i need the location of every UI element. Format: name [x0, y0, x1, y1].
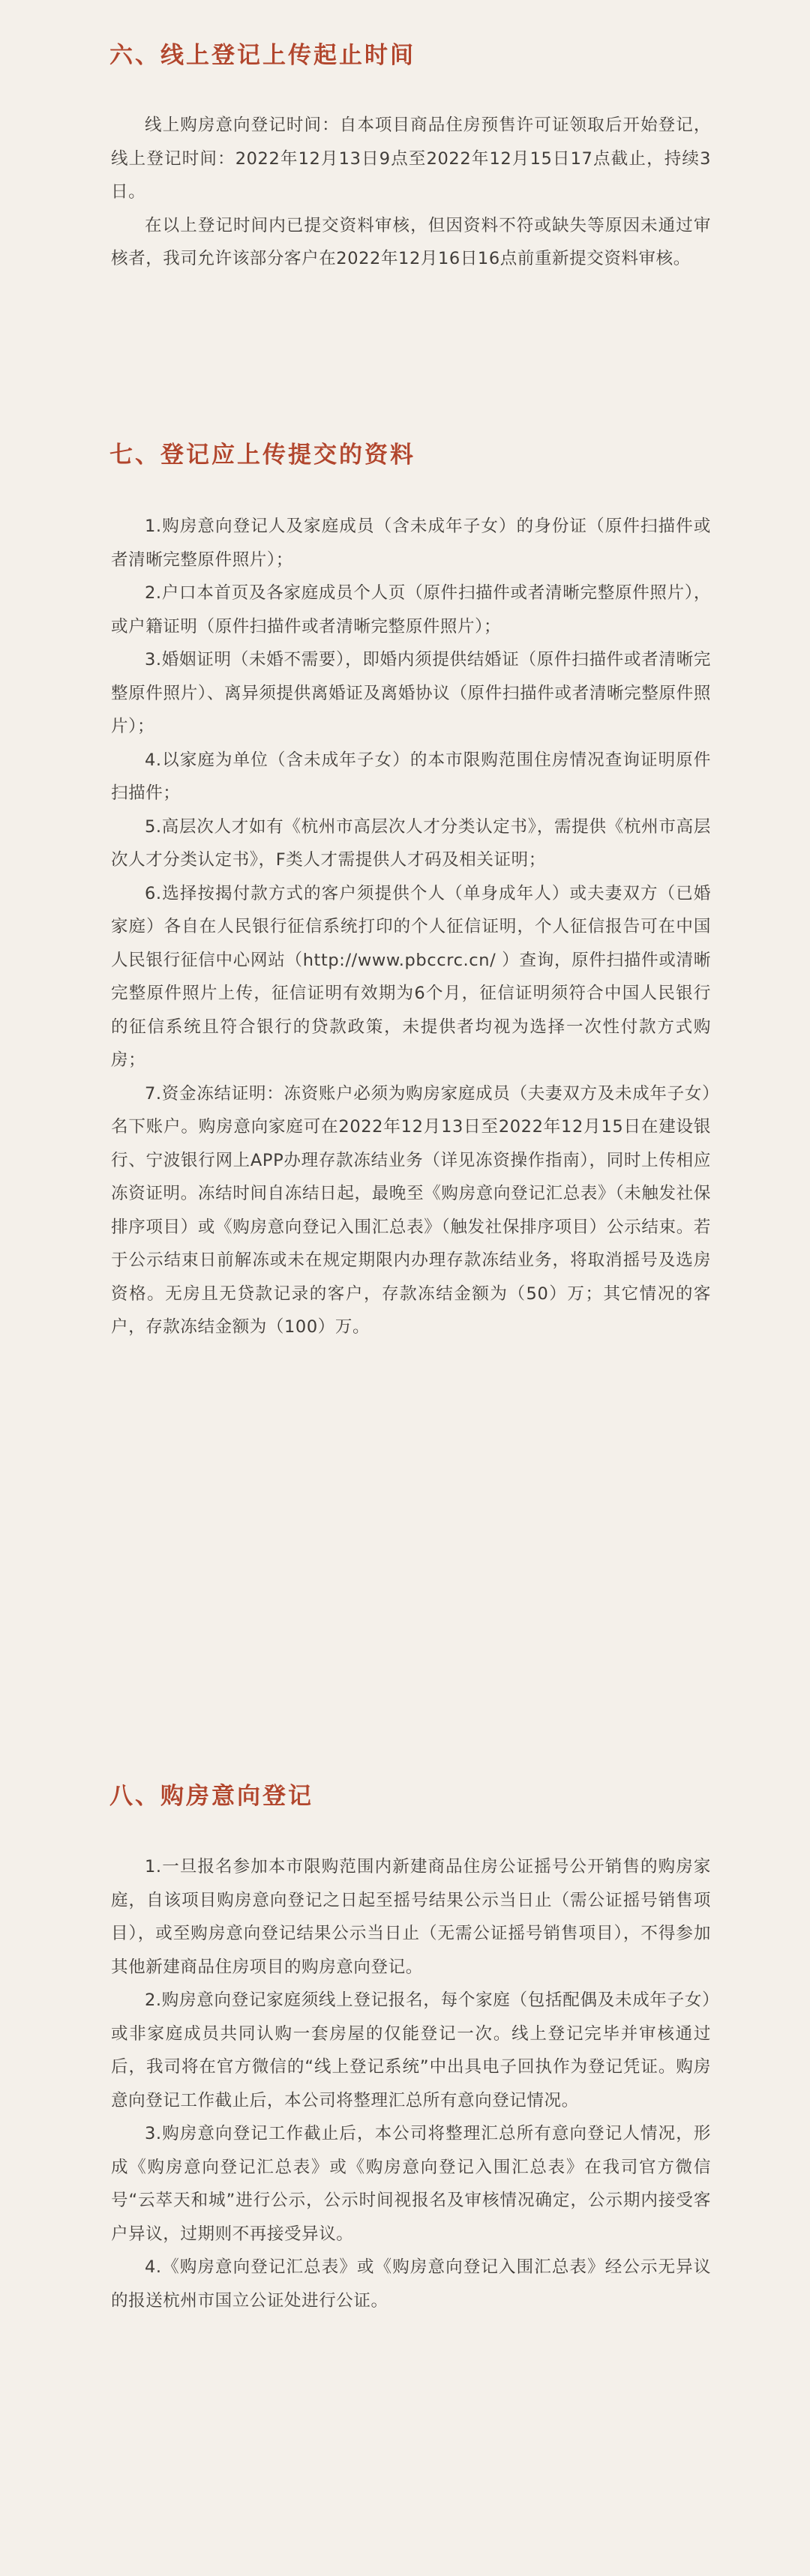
paragraph: 2.购房意向登记家庭须线上登记报名，每个家庭（包括配偶及未成年子女）或非家庭成员共同认购一套房屋的仅能登记一次。线上登记完毕并审核通过后，我司将在官方微信的“线上登记系统”中出具电子回执作为登记凭证。购房意向登记工作截止后，本公司将整理汇总所有意向登记情况。 — [111, 1990, 711, 2110]
paragraph: 1.购房意向登记人及家庭成员（含未成年子女）的身份证（原件扫描件或者清晰完整原件照片）； — [111, 517, 711, 570]
section-heading: 七、登记应上传提交的资料 — [110, 442, 416, 469]
paragraph: 2.户口本首页及各家庭成员个人页（原件扫描件或者清晰完整原件照片），或户籍证明（原件扫描件或者清晰完整原件照片）； — [111, 583, 711, 637]
section-body — [111, 109, 711, 276]
paragraph: 6.选择按揭付款方式的客户须提供个人（单身成年人）或夫妻双方（已婚家庭）各自在人民银行征信系统打印的个人征信证明，个人征信报告可在中国人民银行征信中心网站（http://www.pbccrc.cn/ ）查询，原件扫描件或清晰完整原件照片上传，征信证明有效期为6个月，征信证明须符合中国人民银行的征信系统且符合银行的贷款政策，未提供者均视为选择一次性付款方式购房； — [111, 883, 711, 1070]
paragraph: 4.《购房意向登记汇总表》或《购房意向登记入围汇总表》经公示无异议的报送杭州市国立公证处进行公证。 — [111, 2257, 711, 2311]
paragraph: 3.购房意向登记工作截止后，本公司将整理汇总所有意向登记人情况，形成《购房意向登记汇总表》或《购房意向登记入围汇总表》在我司官方微信号“云萃天和城”进行公示，公示时间视报名及审核情况确定，公示期内接受客户异议，过期则不再接受异议。 — [111, 2124, 711, 2244]
paragraph: 在以上登记时间内已提交资料审核，但因资料不符或缺失等原因未通过审核者，我司允许该部分客户在2022年12月16日16点前重新提交资料审核。 — [111, 215, 711, 268]
paragraph: 1.一旦报名参加本市限购范围内新建商品住房公证摇号公开销售的购房家庭，自该项目购房意向登记之日起至摇号结果公示当日止（需公证摇号销售项目），或至购房意向登记结果公示当日止（无需公证摇号销售项目），不得参加其他新建商品住房项目的购房意向登记。 — [111, 1857, 711, 1977]
section-body — [111, 1850, 711, 2317]
paragraph: 3.婚姻证明（未婚不需要），即婚内须提供结婚证（原件扫描件或者清晰完整原件照片）、离异须提供离婚证及离婚协议（原件扫描件或者清晰完整原件照片）； — [111, 650, 711, 736]
paragraph: 5.高层次人才如有《杭州市高层次人才分类认定书》，需提供《杭州市高层次人才分类认定书》，F类人才需提供人才码及相关证明； — [111, 816, 711, 870]
section-heading: 六、线上登记上传起止时间 — [110, 42, 416, 69]
paragraph: 7.资金冻结证明：冻资账户必须为购房家庭成员（夫妻双方及未成年子女）名下账户。购房意向家庭可在2022年12月13日至2022年12月15日在建设银行、宁波银行网上APP办理存款冻结业务（详见冻资操作指南），同时上传相应冻资证明。冻结时间自冻结日起，最晚至《购房意向登记汇总表》（未触发社保排序项目）或《购房意向登记入围汇总表》（触发社保排序项目）公示结束。若于公示结束日前解冻或未在规定期限内办理存款冻结业务，将取消摇号及选房资格。无房且无贷款记录的客户，存款冻结金额为（50）万；其它情况的客户，存款冻结金额为（100）万。 — [111, 1083, 711, 1337]
paragraph: 线上购房意向登记时间：自本项目商品住房预售许可证领取后开始登记，线上登记时间：2022年12月13日9点至2022年12月15日17点截止，持续3日。 — [111, 115, 711, 202]
section-heading: 八、购房意向登记 — [110, 1783, 314, 1810]
section-body — [111, 510, 711, 1344]
paragraph: 4.以家庭为单位（含未成年子女）的本市限购范围住房情况查询证明原件扫描件； — [111, 750, 711, 803]
